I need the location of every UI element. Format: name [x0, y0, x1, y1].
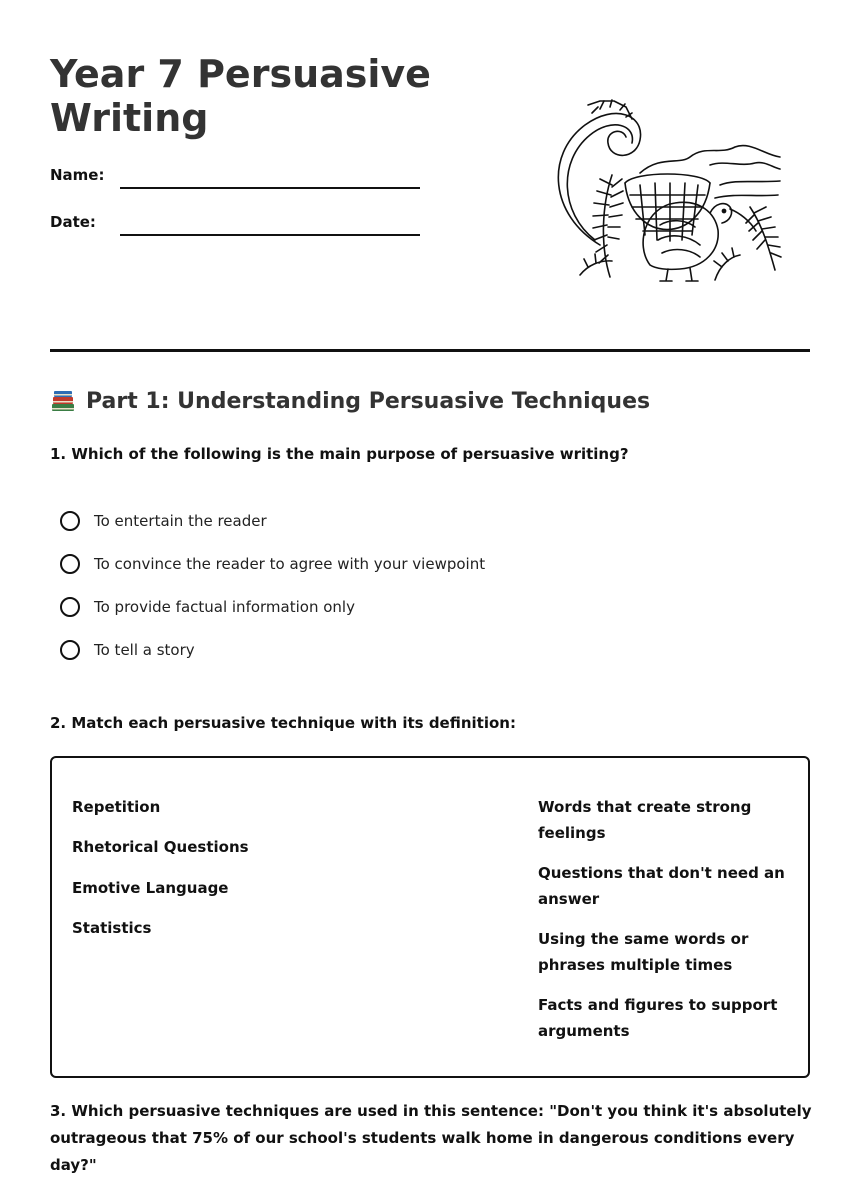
term-item[interactable]: Statistics [72, 919, 152, 937]
question-3: 3. Which persuasive techniques are used in this sentence: "Don't you think it's absolutely outrageous that 75% of our school's students walk home in dangerous conditions every day?" [50, 1102, 812, 1174]
term-item[interactable]: Emotive Language [72, 879, 229, 897]
books-icon [50, 388, 76, 414]
q1-option-2[interactable] [60, 554, 485, 574]
name-field[interactable] [120, 187, 420, 189]
term-item[interactable]: Repetition [72, 798, 161, 816]
name-label: Name: [50, 166, 105, 184]
page-title: Year 7 Persuasive Writing [50, 52, 431, 140]
q1-option-3[interactable] [60, 597, 355, 617]
option-label: To provide factual information only [94, 598, 355, 616]
definition-item[interactable]: Words that create strong feelings [538, 798, 752, 842]
definition-item[interactable]: Using the same words or phrases multiple times [538, 930, 749, 974]
part1-heading-text: Part 1: Understanding Persuasive Techniques [86, 388, 651, 414]
definition-item[interactable]: Questions that don't need an answer [538, 864, 785, 908]
question-2: 2. Match each persuasive technique with its definition: [50, 714, 516, 732]
maori-koru-kiwi-illustration [540, 95, 790, 290]
radio-button[interactable] [60, 640, 80, 660]
option-label: To convince the reader to agree with your viewpoint [94, 555, 486, 573]
date-label: Date: [50, 213, 96, 231]
term-item[interactable]: Rhetorical Questions [72, 838, 249, 856]
option-label: To tell a story [94, 641, 195, 659]
definition-item[interactable]: Facts and figures to support arguments [538, 996, 778, 1040]
radio-button[interactable] [60, 597, 80, 617]
radio-button[interactable] [60, 511, 80, 531]
section-divider [50, 349, 810, 352]
date-field[interactable] [120, 234, 420, 236]
part1-heading [50, 388, 650, 414]
question-1: 1. Which of the following is the main purpose of persuasive writing? [50, 445, 629, 463]
option-label: To entertain the reader [94, 512, 267, 530]
matching-box [50, 756, 810, 1078]
q1-option-4[interactable] [60, 640, 195, 660]
q1-option-1[interactable] [60, 511, 267, 531]
radio-button[interactable] [60, 554, 80, 574]
